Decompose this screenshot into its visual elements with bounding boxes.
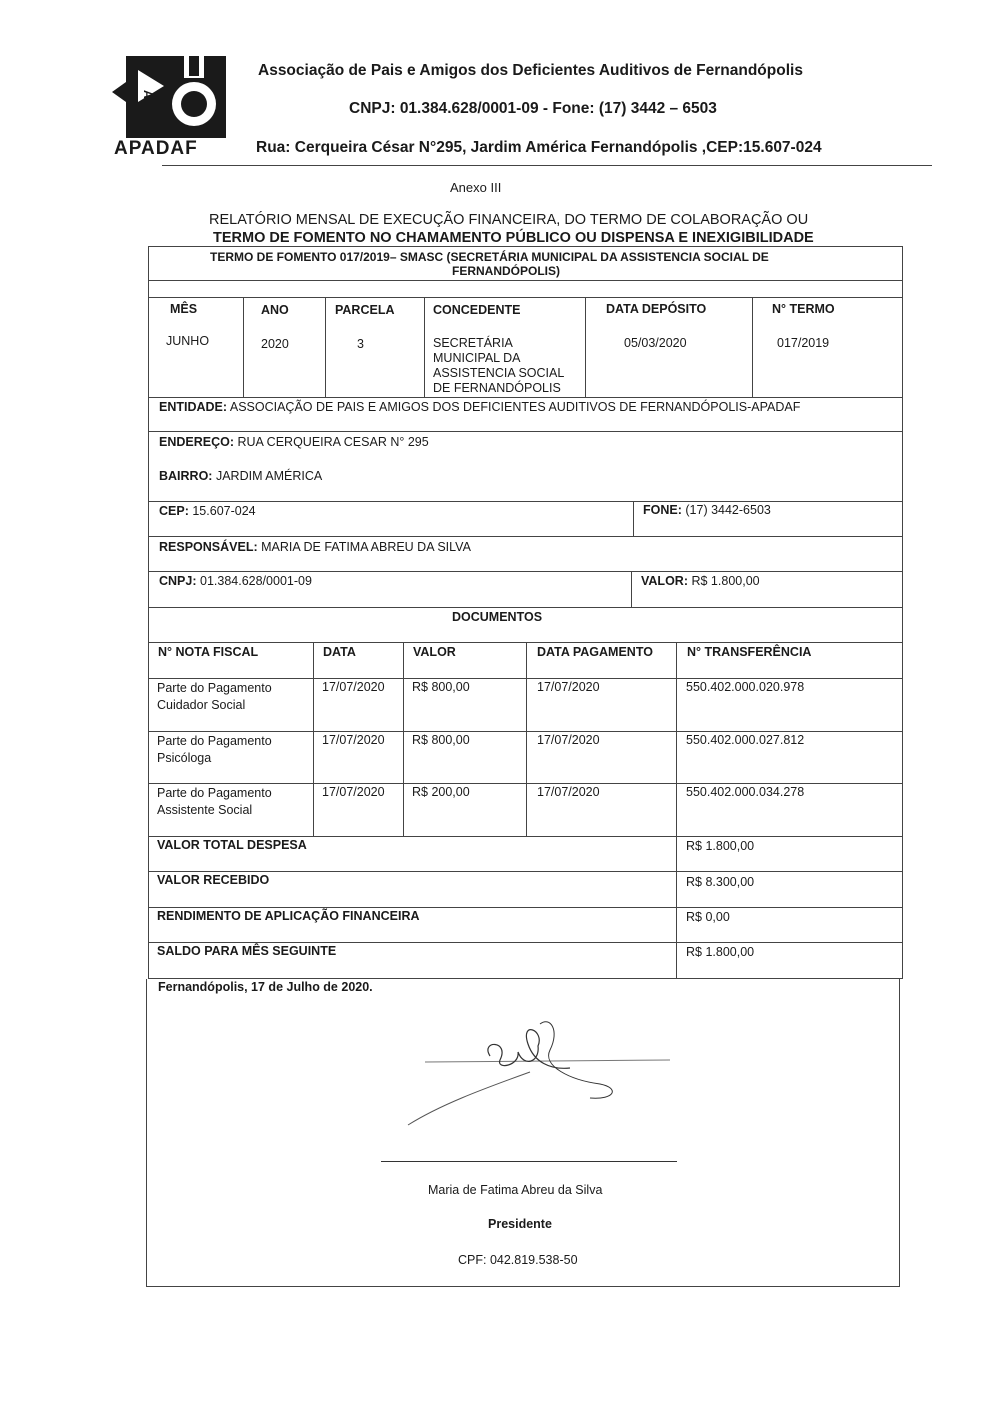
rule [148,607,903,608]
rule [148,783,903,784]
org-address: Rua: Cerqueira César N°295, Jardim América Fernandópolis ,CEP:15.607-024 [256,139,822,156]
concedente-value-1: SECRETÁRIA [433,336,513,350]
endereco-value: RUA CERQUEIRA CESAR N° 295 [237,435,429,449]
col-rule [633,501,634,536]
endereco-label: ENDEREÇO: [159,435,235,449]
svg-text:A: A [141,90,155,99]
entidade-field [159,400,800,414]
doc-row-1-valor: R$ 800,00 [412,680,470,694]
logo [108,52,236,160]
fone-label: FONE: [643,503,682,517]
rule [148,978,903,979]
bairro-field [159,469,322,483]
doc-row-2-transferencia: 550.402.000.027.812 [686,733,805,747]
valor-recebido-value: R$ 8.300,00 [686,875,755,889]
report-title-line2: TERMO DE FOMENTO NO CHAMAMENTO PÚBLICO OU DISPENSA E INEXIGIBILIDADE [213,230,814,246]
cep-field [159,504,256,518]
signature-line [381,1161,677,1162]
rule [148,871,903,872]
entidade-value: ASSOCIAÇÃO DE PAIS E AMIGOS DOS DEFICIENTES AUDITIVOS DE FERNANDÓPOLIS-APADAF [229,400,801,414]
org-name: Associação de Pais e Amigos dos Deficientes Auditivos de Fernandópolis [258,62,803,79]
rendimento-label: RENDIMENTO DE APLICAÇÃO FINANCEIRA [157,909,420,923]
valor-field [641,574,760,588]
bairro-label: BAIRRO: [159,469,213,483]
doc-row-3-data-pagamento: 17/07/2020 [537,785,600,799]
org-cnpj-phone: CNPJ: 01.384.628/0001-09 - Fone: (17) 3442 – 6503 [349,100,717,117]
saldo-label: SALDO PARA MÊS SEGUINTE [157,944,337,958]
rule [148,397,903,398]
term-line1: TERMO DE FOMENTO 017/2019– SMASC (SECRETÁRIA MUNICIPAL DA ASSISTENCIA SOCIAL DE [210,250,769,264]
report-title-line1: RELATÓRIO MENSAL DE EXECUÇÃO FINANCEIRA, DO TERMO DE COLABORAÇÃO OU [209,212,809,228]
responsavel-value: MARIA DE FATIMA ABREU DA SILVA [261,540,471,554]
concedente-value-3: ASSISTENCIA SOCIAL [433,366,565,380]
col-mes: MÊS [170,302,198,316]
fone-field [643,503,771,517]
doc-header-data-pagamento: DATA PAGAMENTO [537,645,653,659]
outer-right [899,979,900,1286]
doc-row-2-nota-2: Psicóloga [157,751,212,765]
cnpj-value: 01.384.628/0001-09 [200,574,312,588]
signer-role: Presidente [488,1217,552,1231]
parcela-value: 3 [357,337,364,351]
term-line2: FERNANDÓPOLIS) [452,264,560,278]
rule [148,431,903,432]
col-concedente: CONCEDENTE [433,303,521,317]
col-rule [752,297,753,397]
doc-row-1-nota-1: Parte do Pagamento [157,681,272,695]
col-rule [424,297,425,397]
cnpj-label: CNPJ: [159,574,197,588]
outer-bottom [146,1286,900,1287]
fone-value: (17) 3442-6503 [685,503,771,517]
bairro-value: JARDIM AMÉRICA [215,469,323,483]
frame-left [148,246,149,979]
col-parcela: PARCELA [335,303,395,317]
rule [148,907,903,908]
saldo-value: R$ 1.800,00 [686,945,755,959]
rule [148,536,903,537]
date-line: Fernandópolis, 17 de Julho de 2020. [158,980,373,994]
frame-right [902,246,903,979]
doc-row-3-data: 17/07/2020 [322,785,385,799]
ano-value: 2020 [261,337,289,351]
doc-row-3-nota-1: Parte do Pagamento [157,786,272,800]
doc-header-valor: VALOR [413,645,456,659]
doc-header-transferencia: N° TRANSFERÊNCIA [687,645,812,659]
col-rule [676,642,677,978]
rule [148,836,903,837]
valor-label: VALOR: [641,574,688,588]
doc-row-3-transferencia: 550.402.000.034.278 [686,785,805,799]
doc-header-nota: N° NOTA FISCAL [158,645,259,659]
col-data-deposito: DATA DEPÓSITO [606,302,707,316]
doc-row-2-nota-1: Parte do Pagamento [157,734,272,748]
outer-left [146,979,147,1286]
n-termo-value: 017/2019 [777,336,830,350]
col-rule [585,297,586,397]
rule [148,571,903,572]
rule [148,678,903,679]
col-rule [325,297,326,397]
col-rule [243,297,244,397]
documents-title: DOCUMENTOS [452,610,543,624]
rule [148,297,903,298]
col-rule [526,642,527,836]
col-ano: ANO [261,303,289,317]
cep-label: CEP: [159,504,189,518]
data-deposito-value: 05/03/2020 [624,336,687,350]
responsavel-label: RESPONSÁVEL: [159,540,258,554]
col-rule [631,571,632,607]
handwritten-signature-icon [400,1010,690,1130]
doc-row-3-nota-2: Assistente Social [157,803,253,817]
cep-value: 15.607-024 [192,504,256,518]
doc-row-1-transferencia: 550.402.000.020.978 [686,680,805,694]
doc-row-2-data: 17/07/2020 [322,733,385,747]
doc-row-1-data: 17/07/2020 [322,680,385,694]
doc-row-2-data-pagamento: 17/07/2020 [537,733,600,747]
doc-row-1-nota-2: Cuidador Social [157,698,246,712]
cnpj-field [159,574,312,588]
doc-header-data: DATA [323,645,356,659]
col-rule [403,642,404,836]
signer-name: Maria de Fatima Abreu da Silva [428,1183,603,1197]
logo-text: APADAF [114,138,198,159]
total-despesa-label: VALOR TOTAL DESPESA [157,838,307,852]
endereco-field [159,435,429,449]
mes-value: JUNHO [166,334,210,348]
col-n-termo: N° TERMO [772,302,835,316]
header-divider [162,165,932,166]
col-rule [313,642,314,836]
valor-recebido-label: VALOR RECEBIDO [157,873,270,887]
entidade-label: ENTIDADE: [159,400,228,414]
valor-value: R$ 1.800,00 [691,574,760,588]
doc-row-3-valor: R$ 200,00 [412,785,470,799]
concedente-value-2: MUNICIPAL DA [433,351,521,365]
annex-label: Anexo III [450,180,502,195]
rendimento-value: R$ 0,00 [686,910,730,924]
signer-cpf: CPF: 042.819.538-50 [458,1253,578,1267]
rule [148,280,903,281]
rule [148,501,903,502]
rule [148,942,903,943]
doc-row-1-data-pagamento: 17/07/2020 [537,680,600,694]
concedente-value-4: DE FERNANDÓPOLIS [433,381,561,395]
doc-row-2-valor: R$ 800,00 [412,733,470,747]
total-despesa-value: R$ 1.800,00 [686,839,755,853]
table-top [148,246,903,247]
rule [148,731,903,732]
responsavel-field [159,540,471,554]
